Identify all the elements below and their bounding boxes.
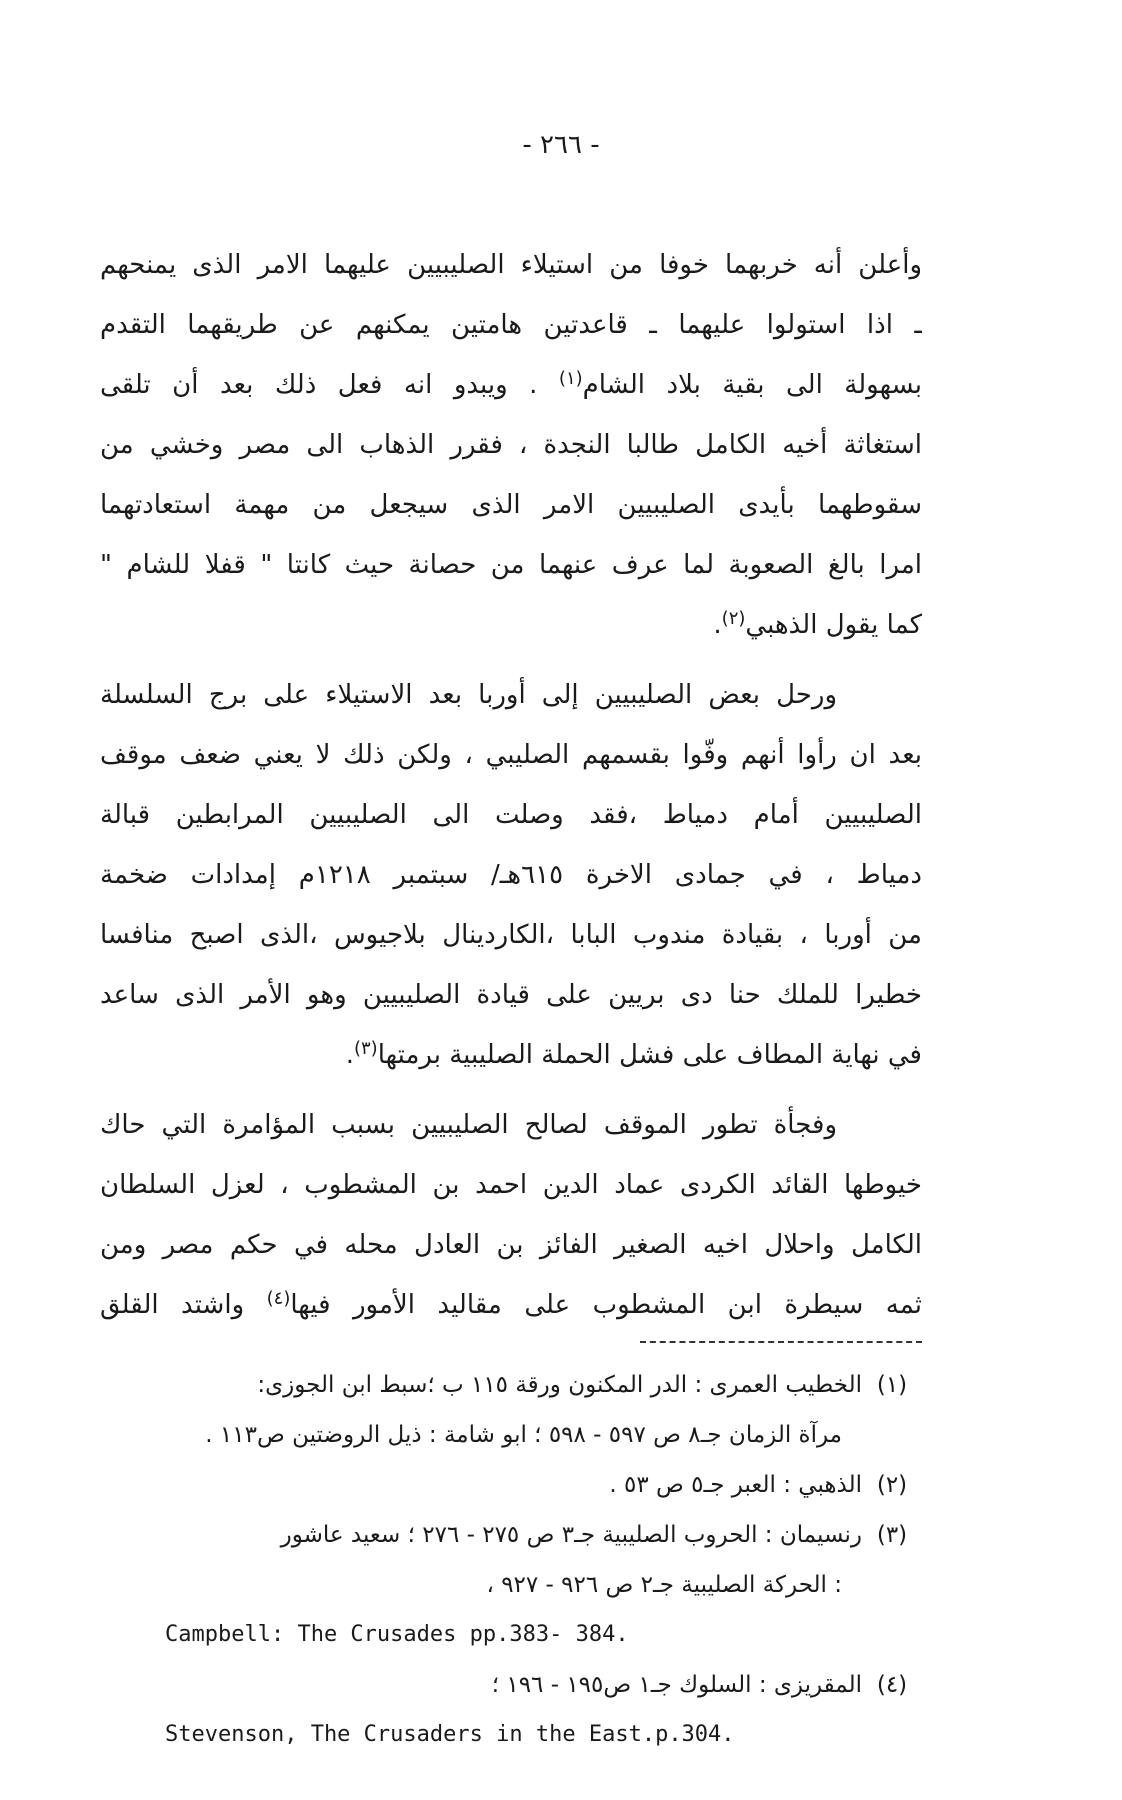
footnote-ref: (٣) <box>353 1038 378 1059</box>
text-segment: واشتد القلق <box>100 1290 245 1320</box>
paragraph-1 <box>100 235 922 655</box>
period: . <box>345 1040 354 1070</box>
text-line: دمياط ، في جمادى الاخرة ٦١٥هـ/ سبتمبر ١٢١٨م إمدادات ضخمة <box>100 860 922 890</box>
paragraph-2 <box>100 665 922 1085</box>
text-line: الكامل واحلال اخيه الصغير الفائز بن العادل محله في حكم مصر ومن <box>100 1230 922 1260</box>
text-segment: بسهولة الى بقية بلاد الشام <box>582 370 922 400</box>
footnote-ref: (٤) <box>266 1288 291 1309</box>
footnote-number: (٤) <box>876 1672 908 1698</box>
text-line <box>100 1275 922 1335</box>
period: . <box>713 610 722 640</box>
text-segment: . ويبدو انه فعل ذلك بعد أن تلقى <box>100 370 538 400</box>
footnote-text: المقريزى : السلوك جـ١ ص١٩٥ - ١٩٦ ؛ <box>491 1672 862 1698</box>
text-line <box>100 1025 922 1085</box>
page-number: - ٢٦٦ - <box>522 130 600 160</box>
footnote-1-continuation: مرآة الزمان جـ٨ ص ٥٩٧ - ٥٩٨ ؛ ابو شامة : ذيل الروضتين ص١١٣ . <box>205 1422 842 1448</box>
paragraph-3 <box>100 1095 922 1335</box>
footnote-2 <box>100 1460 922 1510</box>
footnote-3-continuation: : الحركة الصليبية جـ٢ ص ٩٢٦ - ٩٢٧ ، <box>486 1572 842 1598</box>
footnote-separator <box>640 1341 922 1343</box>
text-line: وفجأة تطور الموقف لصالح الصليبيين بسبب المؤامرة التي حاك <box>100 1110 837 1140</box>
footnote-3-latin-reference: Campbell: The Crusades pp.383- 384. <box>165 1622 629 1647</box>
main-text <box>100 235 922 1335</box>
text-line: وأعلن أنه خربهما خوفا من استيلاء الصليبيين عليهما الامر الذى يمنحهم <box>100 250 922 280</box>
text-line: ـ اذا استولوا عليهما ـ قاعدتين هامتين يمكنهم عن طريقهما التقدم <box>100 310 922 340</box>
text-line <box>100 355 922 415</box>
footnote-ref: (١) <box>558 368 583 389</box>
text-line: امرا بالغ الصعوبة لما عرف عنهما من حصانة حيث كانتا " قفلا للشام " <box>100 550 922 580</box>
text-line: ورحل بعض الصليبيين إلى أوربا بعد الاستيلاء على برج السلسلة <box>100 680 837 710</box>
text-line: استغاثة أخيه الكامل طالبا النجدة ، فقرر الذهاب الى مصر وخشي من <box>100 430 922 460</box>
text-segment: ثمه سيطرة ابن المشطوب على مقاليد الأمور فيها <box>290 1290 922 1320</box>
text-line: الصليبيين أمام دمياط ،فقد وصلت الى الصليبيين المرابطين قبالة <box>100 800 922 830</box>
footnote-3 <box>100 1510 922 1560</box>
text-line: من أوربا ، بقيادة مندوب البابا ،الكاردينال بلاجيوس ،الذى اصبح منافسا <box>100 920 922 950</box>
footnote-4 <box>100 1660 922 1710</box>
footnote-1 <box>100 1360 922 1410</box>
footnotes <box>100 1360 922 1760</box>
text-segment: في نهاية المطاف على فشل الحملة الصليبية برمتها <box>377 1040 922 1070</box>
footnote-number: (٢) <box>876 1472 908 1498</box>
footnote-4-latin-reference: Stevenson, The Crusaders in the East.p.304. <box>165 1722 735 1747</box>
footnote-text: الذهبي : العبر جـ٥ ص ٥٣ . <box>609 1472 862 1498</box>
text-segment: كما يقول الذهبي <box>745 610 922 640</box>
paragraph-gap <box>100 1085 922 1095</box>
text-line <box>100 595 922 655</box>
footnote-text: الخطيب العمرى : الدر المكنون ورقة ١١٥ ب ؛سبط ابن الجوزى: <box>257 1372 862 1398</box>
footnote-number: (٣) <box>876 1522 908 1548</box>
text-line: خيوطها القائد الكردى عماد الدين احمد بن المشطوب ، لعزل السلطان <box>100 1170 922 1200</box>
text-line: سقوطهما بأيدى الصليبيين الامر الذى سيجعل من مهمة استعادتهما <box>100 490 922 520</box>
footnote-number: (١) <box>876 1372 908 1398</box>
footnote-ref: (٢) <box>721 608 746 629</box>
footnote-text: رنسيمان : الحروب الصليبية جـ٣ ص ٢٧٥ - ٢٧٦ ؛ سعيد عاشور <box>280 1522 862 1548</box>
text-line: خطيرا للملك حنا دى بريين على قيادة الصليبيين وهو الأمر الذى ساعد <box>100 980 922 1010</box>
text-line: بعد ان رأوا أنهم وفّوا بقسمهم الصليبي ، ولكن ذلك لا يعني ضعف موقف <box>100 740 922 770</box>
paragraph-gap <box>100 655 922 665</box>
